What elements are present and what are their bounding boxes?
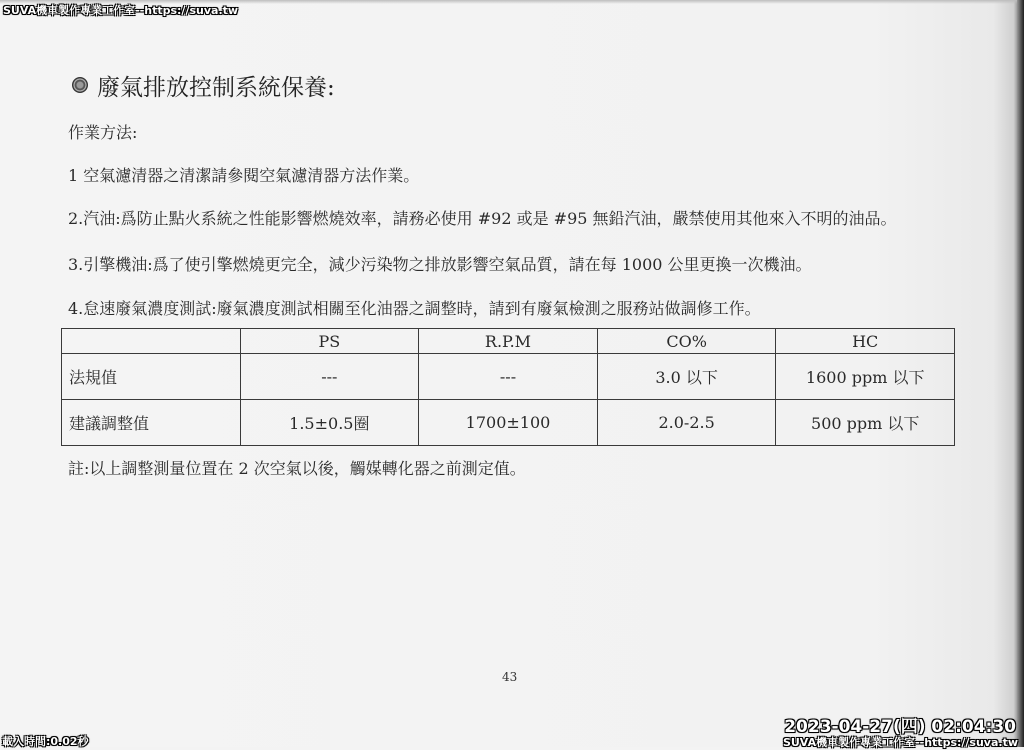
item-4: 4.怠速廢氣濃度測試:廢氣濃度測試相關至化油器之調整時，請到有廢氣檢測之服務站做調修工作。 xyxy=(68,299,761,318)
method-label: 作業方法: xyxy=(68,123,138,142)
table-header-row xyxy=(62,329,955,354)
table-cell: 500 ppm 以下 xyxy=(776,400,955,446)
table-cell: --- xyxy=(419,354,598,400)
item-2: 2.汽油:爲防止點火系統之性能影響燃燒效率，請務必使用 #92 或是 #95 無鉛汽油，嚴禁使用其他來入不明的油品。 xyxy=(68,209,897,228)
table-row xyxy=(62,354,955,400)
bullet-icon xyxy=(72,77,88,93)
watermark-load-time: 載入時間:0.02秒 xyxy=(2,735,89,748)
page-number: 43 xyxy=(502,670,518,684)
table-cell: --- xyxy=(240,354,419,400)
row-label: 建議調整值 xyxy=(62,400,241,446)
table-cell: 1700±100 xyxy=(419,400,598,446)
emission-spec-table xyxy=(61,328,955,446)
table-cell: 1.5±0.5圈 xyxy=(240,400,419,446)
item-3: 3.引擎機油:爲了使引擎燃燒更完全，減少污染物之排放影響空氣品質，請在每 1000 公里更換一次機油。 xyxy=(68,255,812,274)
item-1: 1 空氣濾清器之清潔請參閱空氣濾清器方法作業。 xyxy=(68,166,420,185)
section-heading xyxy=(72,70,335,100)
table-row xyxy=(62,400,955,446)
table-cell: 1600 ppm 以下 xyxy=(776,354,955,400)
table-cell: 2.0-2.5 xyxy=(597,400,776,446)
header-cell: HC xyxy=(776,329,955,354)
watermark-timestamp: 2023-04-27(四) 02:04:30 xyxy=(784,717,1016,737)
header-cell: R.P.M xyxy=(419,329,598,354)
header-cell: PS xyxy=(240,329,419,354)
watermark-bottom: SUVA機車製作專業工作室--https://suva.tw xyxy=(782,736,1018,749)
footnote: 註:以上調整測量位置在 2 次空氣以後，觸媒轉化器之前測定值。 xyxy=(68,459,526,478)
heading-text: 廢氣排放控制系統保養: xyxy=(97,74,335,101)
header-cell: CO% xyxy=(597,329,776,354)
table-cell: 3.0 以下 xyxy=(597,354,776,400)
row-label: 法規值 xyxy=(62,354,241,400)
page-right-edge xyxy=(1017,0,1024,747)
watermark-top: SUVA機車製作專業工作室--https://suva.tw xyxy=(3,4,239,17)
header-cell xyxy=(62,329,241,354)
